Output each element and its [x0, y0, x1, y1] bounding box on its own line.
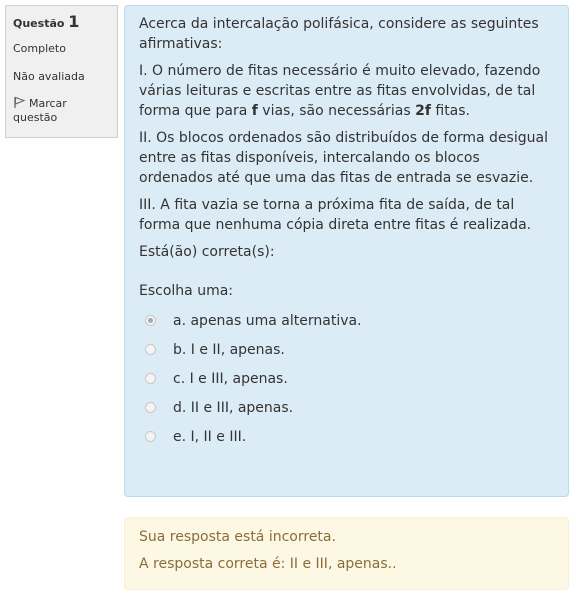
- statement-1-bold-2f: 2f: [415, 103, 431, 119]
- question-text: Está(ão) correta(s):: [139, 244, 275, 260]
- statement-3: III. A fita vazia se torna a próxima fita de saída, de tal forma que nenhuma cópia direta entre fitas é realizada.: [139, 197, 532, 233]
- radio-option-c[interactable]: [145, 373, 156, 384]
- question-label: Questão: [13, 17, 65, 30]
- radio-option-e[interactable]: [145, 431, 156, 442]
- statement-1-part-1: I. O número de fitas necessário é muito elevado, fazendo várias leituras e escritas entre as fitas envolvidas, de tal forma que para: [139, 63, 541, 119]
- feedback-correct-answer: A resposta correta é: II e III, apenas..: [139, 556, 397, 572]
- radio-option-a[interactable]: [145, 315, 156, 326]
- statement-2: II. Os blocos ordenados são distribuídos de forma desigual entre as fitas disponíveis, intercalando os blocos ordenados até que uma das fitas de entrada se esvazie.: [139, 130, 548, 186]
- choose-prompt: Escolha uma:: [139, 283, 234, 299]
- answer-option-b[interactable]: [139, 335, 555, 364]
- question-state: Completo: [13, 42, 66, 55]
- feedback-result: Sua resposta está incorreta.: [139, 529, 336, 545]
- flag-question-link[interactable]: [13, 96, 110, 125]
- answer-option-d[interactable]: [139, 393, 555, 422]
- statement-1-part-2: vias, são necessárias: [257, 103, 416, 119]
- answer-label-e[interactable]: e. I, II e III.: [173, 428, 247, 445]
- answer-option-a[interactable]: [139, 306, 555, 335]
- answer-label-c[interactable]: c. I e III, apenas.: [173, 370, 288, 387]
- question-info-panel: [5, 5, 118, 138]
- question-formulation: [124, 5, 569, 497]
- question-grade: Não avaliada: [13, 70, 85, 83]
- answer-label-a[interactable]: a. apenas uma alternativa.: [173, 312, 362, 329]
- answer-label-d[interactable]: d. II e III, apenas.: [173, 399, 294, 416]
- question-feedback: [124, 517, 569, 590]
- statement-1-bold-f: f: [251, 103, 258, 119]
- answer-option-c[interactable]: [139, 364, 555, 393]
- radio-option-b[interactable]: [145, 344, 156, 355]
- flag-question-label: Marcar questão: [13, 97, 67, 124]
- question-number: 1: [68, 12, 80, 31]
- answer-label-b[interactable]: b. I e II, apenas.: [173, 341, 285, 358]
- answer-option-e[interactable]: [139, 422, 555, 451]
- radio-option-d[interactable]: [145, 402, 156, 413]
- statement-1-part-3: fitas.: [430, 103, 471, 119]
- answer-options: [139, 306, 555, 451]
- question-number-heading: [13, 12, 110, 31]
- question-intro: Acerca da intercalação polifásica, considere as seguintes afirmativas:: [139, 16, 539, 52]
- statement-1: [139, 61, 555, 121]
- flag-icon: [13, 96, 26, 109]
